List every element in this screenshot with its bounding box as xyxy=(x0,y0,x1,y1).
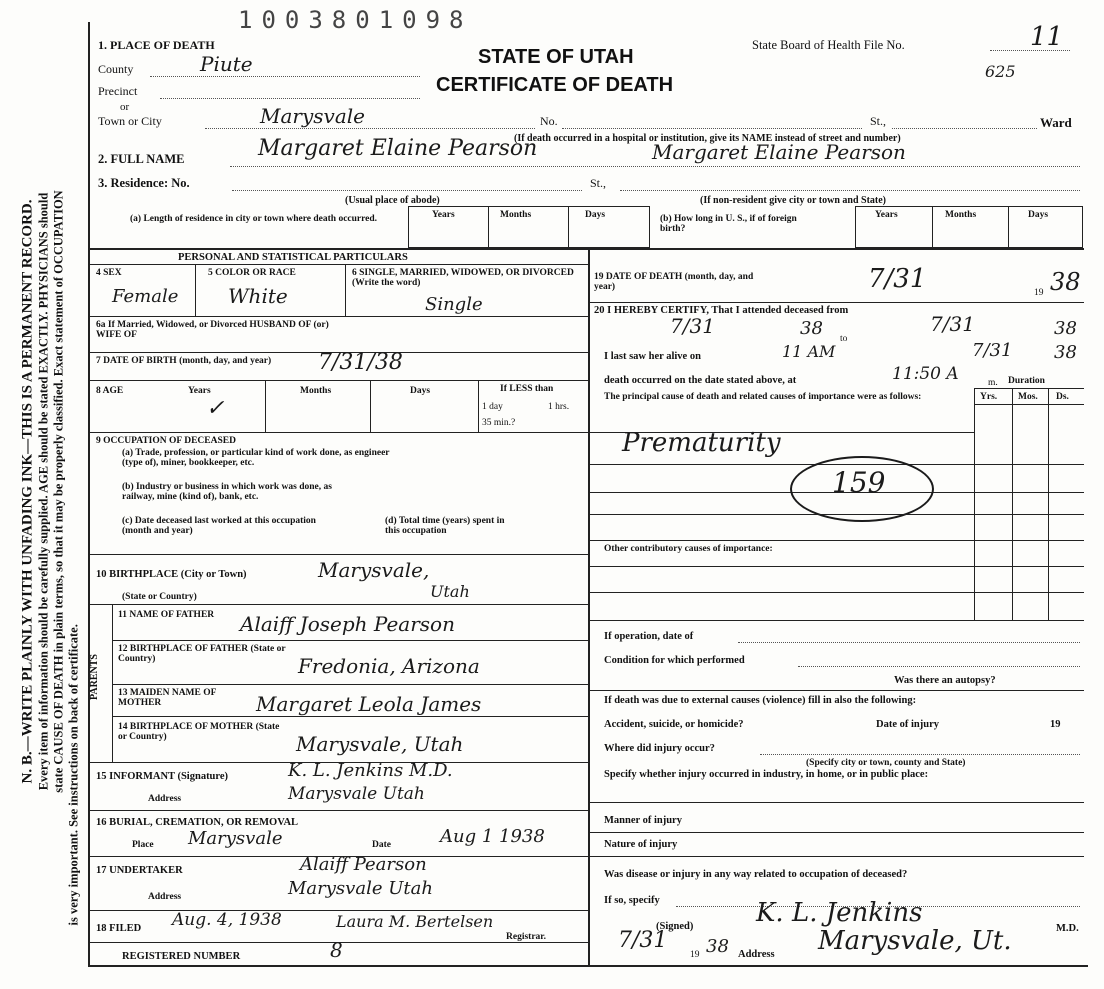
contrib-label: Other contributory causes of importance: xyxy=(604,544,773,554)
st-label: St., xyxy=(870,114,887,128)
father-birthplace-value: Fredonia, Arizona xyxy=(298,654,480,678)
color-value: White xyxy=(228,284,288,308)
last-seen-year: 38 xyxy=(1054,342,1077,363)
informant-value: K. L. Jenkins M.D. xyxy=(288,760,453,781)
age-years: Years xyxy=(188,386,211,396)
instruction-line-1: N. B.—WRITE PLAINLY WITH UNFADING INK—THIS IS A PERMANENT RECORD. xyxy=(19,199,36,784)
age-label: 8 AGE xyxy=(96,386,124,396)
burial-label: 16 BURIAL, CREMATION, OR REMOVAL xyxy=(96,817,299,828)
duration-label: Duration xyxy=(1008,376,1045,386)
external-label: If death was due to external causes (violence) fill in also the following: xyxy=(604,695,917,706)
or-label: or xyxy=(120,101,130,113)
manner-label: Manner of injury xyxy=(604,815,682,826)
informant-address-value: Marysvale Utah xyxy=(288,784,425,804)
sex-label: 4 SEX xyxy=(96,268,122,278)
attend-from-year: 38 xyxy=(800,318,823,339)
reg-number-label: REGISTERED NUMBER xyxy=(122,951,241,962)
attend-to: 7/31 xyxy=(930,312,975,336)
cause-value: Prematurity xyxy=(622,428,781,458)
informant-label: 15 INFORMANT (Signature) xyxy=(96,771,229,782)
m-label: m. xyxy=(988,378,998,388)
attend-from: 7/31 xyxy=(670,314,715,338)
occupation-a: (a) Trade, profession, or particular kind of work done, as engineer (type of), miner, bookkeeper, etc. xyxy=(122,448,390,468)
certificate-title: CERTIFICATE OF DEATH xyxy=(436,74,674,96)
signed-year-prefix: 19 xyxy=(690,950,700,960)
specify-note: (Specify city or town, county and State) xyxy=(806,758,966,768)
registrar-value: Laura M. Bertelsen xyxy=(336,912,494,931)
father-birthplace-label: 12 BIRTHPLACE OF FATHER (State or Country) xyxy=(118,644,286,664)
certify-label: 20 I HEREBY CERTIFY, That I attended deceased from xyxy=(594,305,849,316)
residence-st-label: St., xyxy=(590,176,607,190)
mother-birthplace-label: 14 BIRTHPLACE OF MOTHER (State or Country) xyxy=(118,722,280,742)
town-label: Town or City xyxy=(98,114,162,128)
birthplace-value: Marysvale, xyxy=(318,558,430,582)
condition-label: Condition for which performed xyxy=(604,655,745,666)
cause-label: The principal cause of death and related causes of importance were as follows: xyxy=(604,392,922,402)
us-years-header: Years xyxy=(875,210,898,220)
parents-label: PARENTS xyxy=(88,654,100,700)
mother-label: 13 MAIDEN NAME OF MOTHER xyxy=(118,688,217,708)
undertaker-address-label: Address xyxy=(148,892,182,902)
signed-date: 7/31 xyxy=(618,928,668,953)
where-label: Where did injury occur? xyxy=(604,743,715,754)
dob-value: 7/31/38 xyxy=(318,350,403,375)
age-hrs: 1 hrs. xyxy=(548,402,570,412)
birth-state-value: Utah xyxy=(430,582,470,601)
file-number-2: 625 xyxy=(985,62,1016,81)
ward-label: Ward xyxy=(1040,115,1072,130)
burial-place-label: Place xyxy=(132,840,154,850)
nonres-note: (If non-resident give city or town and State) xyxy=(700,195,887,206)
marital-label: 6 SINGLE, MARRIED, WIDOWED, OR DIVORCED (Write the word) xyxy=(352,268,574,288)
filed-value: Aug. 4, 1938 xyxy=(172,910,282,930)
dod-year-prefix: 19 xyxy=(1034,288,1044,298)
occurred-time: 11:50 A xyxy=(892,364,959,384)
mother-value: Margaret Leola James xyxy=(256,692,482,716)
instruction-sidebar xyxy=(6,40,86,940)
age-day-row: 1 day xyxy=(482,402,503,412)
days-header: Days xyxy=(585,210,606,220)
death-certificate: N. B.—WRITE PLAINLY WITH UNFADING INK—THIS IS A PERMANENT RECORD. Every item of information should be carefully supplied. AGE should be stated EXACTLY. PHYSICIANS should state CAUSE OF DEATH in plain terms, so that it may be properly classified. Exact statement of OCCUPATION is very important. See instructions on back of certificate. 1003801098 1. PLACE OF DEATH STATE OF UTAH CERTIFICATE OF DEATH State Board of Health File No. 11 625 County Piute Precinct or Town or City Marysvale No. St., Ward (If death occurred in a hospital or institution, give its NAME instead of street and number) 2. FULL NAME Margaret Elaine Pearson Margaret Elaine Pearson 3. Residence: No. St., (Usual place of abode) (If non-resident give city or town and State) (a) Length of residence in city or town where death occurred. Years Months Days (b) How long in U. S., if of foreign birth? Years Months Days PERSONAL AND STATISTICAL PARTICULARS 4 SEX Female 5 COLOR OR RACE White 6 SINGLE, MARRIED, WIDOWED, OR DIVORCED (Write the word) Single 6a If Married, Widowed, or Divorced HUSBAND OF (or) WIFE OF 7 DATE OF BIRTH (month, day, and year) 7/31/38 8 AGE Years ✓ Months Days If LESS than 1 day 1 hrs. 35 min.? 9 OCCUPATION OF DECEASED (a) Trade, profession, or particular kind of work done, as engineer (type of), miner, bookkeeper, etc. (b) Industry or business in which work was done, as railway, mine (kind of), bank, etc. (c) Date deceased last worked at this occupation (month and year) (d) Total time (years) spent in this occupation 10 BIRTHPLACE (City or Town) Marysvale, (State or Country) Utah PARENTS 11 NAME OF FATHER Alaiff Joseph Pearson 12 BIRTHPLACE OF FATHER (State or Country) Fredonia, Arizona 13 MAIDEN NAME OF MOTHER Margaret Leola James 14 BIRTHPLACE OF MOTHER (State or Country) Marysvale, Utah 15 INFORMANT (Signature) K. L. Jenkins M.D. Address Marysvale Utah 16 BURIAL, CREMATION, OR REMOVAL Place Marysvale Date Aug 1 1938 17 UNDERTAKER Alaiff Pearson Address Marysvale Utah 18 FILED Aug. 4, 1938 Laura M. Bertelsen Registrar. REGISTERED NUMBER 8 19 DATE OF DEATH (month, day, and year) 7/31 19 38 20 I HEREBY CERTIFY, That I attended deceased from 7/31 38 to 7/31 38 I last saw her alive on 11 AM 7/31 38 death occurred on the date stated above, at 11:50 A m. Duration The principal cause of death and related causes of importance were as follows: Yrs. Mos. Ds. Prematurity 159 Other contributory causes of importance: If operation, date of Condition for which performed Was there an autopsy? If death was due to external causes (violence) fill in also the following: Accident, suicide, or homicide? Date of injury 19 Where did injury occur? (Specify city or town, county and State) Specify whether injury occurred in industry, in home, or in public place: Manner of injury Nature of injury Was disease or injury in any way related to occupation of deceased? If so, specify (Signed) K. L. Jenkins M.D. 7/31 19 38 Address Marysvale, Ut. xyxy=(0,0,1104,989)
county-label: County xyxy=(98,62,134,76)
husband-label: 6a If Married, Widowed, or Divorced HUSBAND OF (or) WIFE OF xyxy=(96,320,329,340)
attend-to-label: to xyxy=(840,334,848,344)
age-min: 35 min.? xyxy=(482,418,516,428)
filed-label: 18 FILED xyxy=(96,923,142,934)
ds-header: Ds. xyxy=(1056,392,1069,402)
county-value: Piute xyxy=(200,52,253,76)
years-header: Years xyxy=(432,210,455,220)
full-name-value: Margaret Elaine Pearson xyxy=(258,136,538,161)
us-days-header: Days xyxy=(1028,210,1049,220)
sex-value: Female xyxy=(112,286,179,307)
serial-number: 1003801098 xyxy=(238,6,473,34)
undertaker-value: Alaiff Pearson xyxy=(300,854,427,875)
occupation-b: (b) Industry or business in which work was done, as railway, mine (kind of), bank, etc. xyxy=(122,482,332,502)
attend-to-year: 38 xyxy=(1054,318,1077,339)
instruction-line-2: Every item of information should be carefully supplied. AGE should be stated EXACTLY. PHYSICIANS should xyxy=(36,192,51,791)
abode-note: (Usual place of abode) xyxy=(345,195,440,206)
registrar-label: Registrar. xyxy=(506,932,547,942)
informant-address-label: Address xyxy=(148,794,182,804)
signed-label: (Signed) xyxy=(656,921,694,932)
birthplace-label: 10 BIRTHPLACE (City or Town) xyxy=(96,569,247,580)
dod-value: 7/31 xyxy=(868,264,927,294)
state-title: STATE OF UTAH xyxy=(478,46,634,68)
burial-place-value: Marysvale xyxy=(188,828,283,849)
dod-year: 38 xyxy=(1050,268,1081,296)
us-label: (b) How long in U. S., if of foreign birth? xyxy=(660,214,797,234)
last-seen-value: 11 AM xyxy=(782,342,836,361)
residence-label: 3. Residence: No. xyxy=(98,176,190,190)
undertaker-label: 17 UNDERTAKER xyxy=(96,865,183,876)
burial-date-value: Aug 1 1938 xyxy=(440,826,545,847)
yrs-header: Yrs. xyxy=(980,392,998,402)
occ-related-label: Was disease or injury in any way related to occupation of deceased? xyxy=(604,869,908,880)
operation-label: If operation, date of xyxy=(604,631,694,642)
marital-value: Single xyxy=(425,294,483,315)
instruction-line-4: is very important. See instructions on back of certificate. xyxy=(66,624,81,926)
father-label: 11 NAME OF FATHER xyxy=(118,610,215,620)
occupation-label: 9 OCCUPATION OF DECEASED xyxy=(96,436,236,446)
hospital-note: (If death occurred in a hospital or institution, give its NAME instead of street and number) xyxy=(514,133,901,144)
dod-label: 19 DATE OF DEATH (month, day, and year) xyxy=(594,272,754,292)
full-name-label: 2. FULL NAME xyxy=(98,152,185,166)
instruction-line-3: state CAUSE OF DEATH in plain terms, so that it may be properly classified. Exact statement of OCCUPATION xyxy=(51,190,66,793)
mos-header: Mos. xyxy=(1018,392,1038,402)
precinct-label: Precinct xyxy=(98,84,138,98)
accident-label: Accident, suicide, or homicide? xyxy=(604,719,744,730)
no-label: No. xyxy=(540,114,558,128)
age-days: Days xyxy=(410,386,431,396)
personal-heading: PERSONAL AND STATISTICAL PARTICULARS xyxy=(178,252,408,263)
file-number: 11 xyxy=(1030,22,1064,52)
code-value: 159 xyxy=(832,466,886,499)
us-months-header: Months xyxy=(945,210,977,220)
industry-label: Specify whether injury occurred in industry, in home, or in public place: xyxy=(604,769,929,780)
full-name-value-2: Margaret Elaine Pearson xyxy=(652,140,906,164)
autopsy-label: Was there an autopsy? xyxy=(894,675,996,686)
ifso-label: If so, specify xyxy=(604,895,660,906)
months-header: Months xyxy=(500,210,532,220)
signer-value: K. L. Jenkins xyxy=(756,898,923,928)
occupation-c: (c) Date deceased last worked at this occupation (month and year) xyxy=(122,516,316,536)
md-label: M.D. xyxy=(1056,923,1079,934)
undertaker-address-value: Marysvale Utah xyxy=(288,878,433,899)
nature-label: Nature of injury xyxy=(604,839,678,850)
burial-date-label: Date xyxy=(372,840,391,850)
place-heading: 1. PLACE OF DEATH xyxy=(98,38,215,52)
last-seen-date: 7/31 xyxy=(972,340,1013,361)
occurred-label: death occurred on the date stated above, at xyxy=(604,375,797,386)
age-less: If LESS than xyxy=(500,384,554,394)
color-label: 5 COLOR OR RACE xyxy=(208,268,296,278)
occupation-d: (d) Total time (years) spent in this occupation xyxy=(385,516,505,536)
injury-date-label: Date of injury xyxy=(876,719,939,730)
signer-address-value: Marysvale, Ut. xyxy=(818,926,1012,956)
signer-address-label: Address xyxy=(738,949,775,960)
signed-year: 38 xyxy=(706,936,729,957)
birth-state-label: (State or Country) xyxy=(122,592,197,602)
injury-year-prefix: 19 xyxy=(1050,719,1061,730)
length-label: (a) Length of residence in city or town where death occurred. xyxy=(130,214,378,224)
dob-label: 7 DATE OF BIRTH (month, day, and year) xyxy=(96,356,272,366)
last-seen-label: I last saw her alive on xyxy=(604,351,701,362)
reg-number-value: 8 xyxy=(330,938,343,962)
age-months: Months xyxy=(300,386,332,396)
father-value: Alaiff Joseph Pearson xyxy=(240,612,455,636)
town-value: Marysvale xyxy=(260,104,365,128)
mother-birthplace-value: Marysvale, Utah xyxy=(296,732,464,756)
file-label: State Board of Health File No. xyxy=(752,38,905,52)
